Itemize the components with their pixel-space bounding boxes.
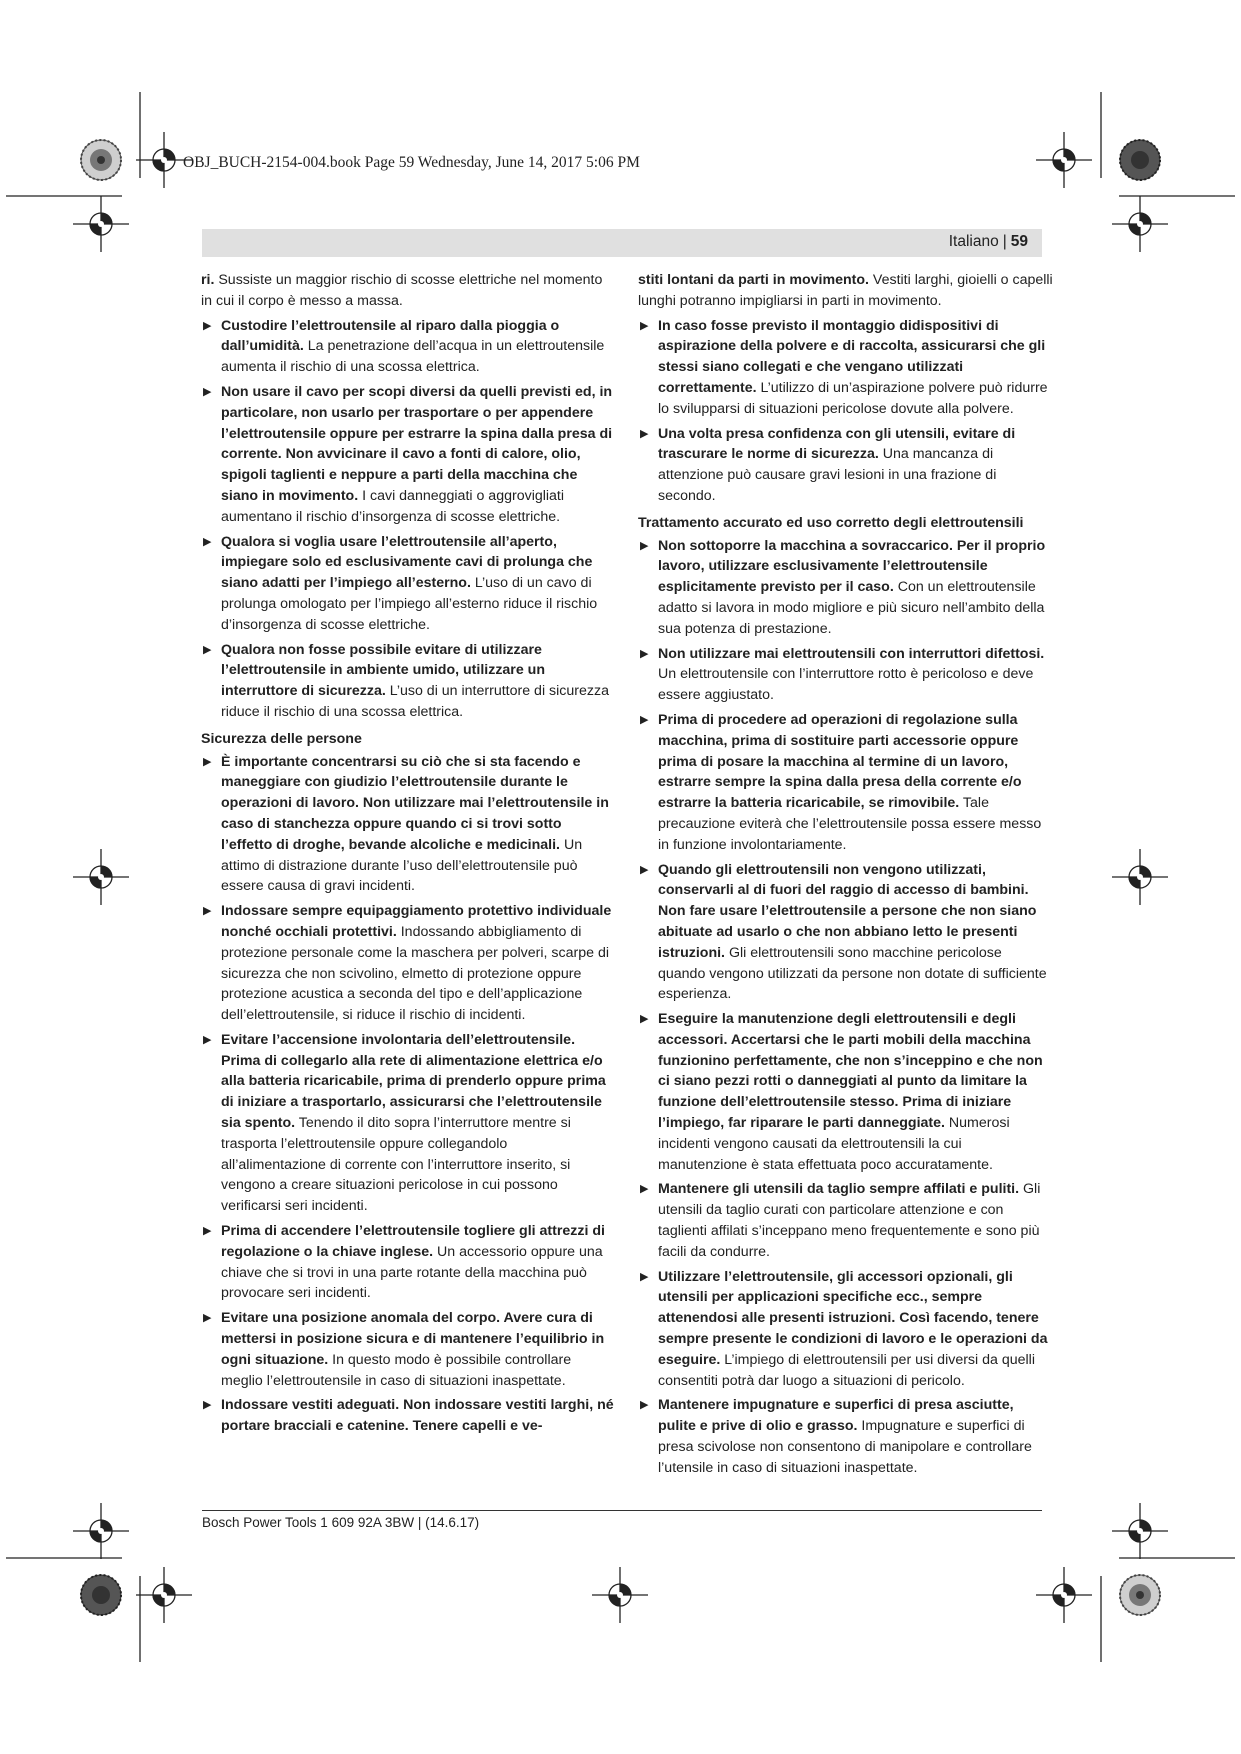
list-item <box>201 1395 616 1437</box>
item-text: Impugnature e superfici di presa scivolose non consentono di manipolare e controllare l’utensile in caso di situazioni inaspettate. <box>658 1418 1032 1476</box>
item-bold-text: Indossare sempre equipaggiamento protettivo individuale nonché occhiali protettivi. <box>221 903 612 940</box>
item-text: L’utilizzo di un’aspirazione polvere può ridurre lo svilupparsi di situazioni pericolose dovute alla polvere. <box>658 379 1048 417</box>
header-language: Italiano <box>948 233 999 250</box>
bullet-arrow-icon: ▶ <box>640 1183 649 1196</box>
header-separator: | <box>1002 233 1007 250</box>
bullet-arrow-icon: ▶ <box>640 713 649 726</box>
bullet-arrow-icon: ▶ <box>203 1033 212 1046</box>
page-number: 59 <box>1010 233 1028 250</box>
registration-mark-top-right <box>1036 132 1092 188</box>
registration-mark-bottom-left <box>136 1567 192 1623</box>
list-item <box>638 1395 1053 1478</box>
item-bold-text: Qualora non fosse possibile evitare di utilizzare l’elettroutensile in ambiente umido, utilizzare un interruttore di sicurezza. <box>221 641 545 700</box>
list-item <box>638 424 1053 507</box>
bullet-arrow-icon: ▶ <box>640 863 649 876</box>
item-text: Tale precauzione eviterà che l’elettroutensile possa essere messo in funzione involontariamente. <box>658 795 1042 853</box>
paragraph-text: Vestiti larghi, gioielli o capelli lunghi potranno impigliarsi in parti in movimento. <box>638 272 1053 309</box>
item-bold-text: Utilizzare l’elettroutensile, gli accessori opzionali, gli utensili per applicazioni specifiche ecc., sempre attenendosi alle presenti istruzioni. Così facendo, tenere sempre presente le condizioni di lavoro e le operazioni da eseguire. <box>658 1268 1048 1368</box>
bullet-arrow-icon: ▶ <box>203 535 212 548</box>
item-bold-text: È importante concentrarsi su ciò che si sta facendo e maneggiare con giudizio l’elettroutensile durante le operazioni di lavoro. Non utilizzare mai l’elettroutensile in caso di stanchezza oppure quando ci si trovi sotto l’effetto di droghe, bevande alcoliche e medicinali. <box>221 753 609 853</box>
bullet-arrow-icon: ▶ <box>203 1399 212 1412</box>
item-text: In questo modo è possibile controllare meglio l’elettroutensile in caso di situazioni inaspettate. <box>221 1351 572 1389</box>
list-item <box>201 901 616 1026</box>
running-head <box>949 233 1028 251</box>
list-item <box>201 752 616 898</box>
bullet-arrow-icon: ▶ <box>640 427 649 440</box>
item-bold-text: Prima di accendere l’elettroutensile togliere gli attrezzi di regolazione o la chiave inglese. <box>221 1223 605 1260</box>
bullet-arrow-icon: ▶ <box>640 1013 649 1026</box>
continuation-paragraph <box>201 270 616 312</box>
item-bold-text: Evitare una posizione anomala del corpo. Avere cura di mettersi in posizione sicura e di mantenere l’equilibrio in ogni situazione. <box>221 1310 605 1368</box>
footer-rule <box>202 1510 1042 1511</box>
safety-list <box>201 752 616 1438</box>
left-column <box>201 270 616 1441</box>
right-column <box>638 270 1053 1483</box>
list-item <box>638 316 1053 420</box>
item-text: L’uso di un interruttore di sicurezza riduce il rischio di una scossa elettrica. <box>221 683 609 720</box>
section-title: Sicurezza delle persone <box>201 730 362 747</box>
bullet-arrow-icon: ▶ <box>640 319 649 332</box>
paragraph-text: Sussiste un maggior rischio di scosse elettriche nel momento in cui il corpo è messo a massa. <box>201 272 603 309</box>
safety-list <box>638 536 1053 1479</box>
item-text: Tenendo il dito sopra l’interruttore mentre si trasporta l’elettroutensile oppure collegandolo all’alimentazione di corrente con l’interruttore inserito, si vengono a creare situazioni pericolose in cui possono verificarsi seri incidenti. <box>221 1115 571 1215</box>
item-bold-text: Evitare l’accensione involontaria dell’elettroutensile. Prima di collegarlo alla rete di alimentazione elettrica e/o alla batteria ricaricabile, prima di prenderlo oppure prima di iniziare a trasportarlo, assicurarsi che l’elettroutensile sia spento. <box>221 1031 606 1132</box>
star-target-top-left <box>81 140 121 180</box>
section-title: Trattamento accurato ed uso corretto degli elettroutensili <box>638 514 1024 531</box>
item-bold-text: In caso fosse previsto il montaggio didispositivi di aspirazione della polvere e di raccolta, assicurarsi che gli stessi siano collegati e che vengano utilizzati correttamente. <box>658 317 1046 396</box>
registration-mark-right-upper <box>1112 196 1168 252</box>
file-slug: OBJ_BUCH-2154-004.book Page 59 Wednesday, June 14, 2017 5:06 PM <box>183 154 640 171</box>
bullet-arrow-icon: ▶ <box>640 1270 649 1283</box>
item-text: I cavi danneggiati o aggrovigliati aumentano il rischio d’insorgenza di scosse elettriche. <box>221 487 565 525</box>
item-bold-text: Eseguire la manutenzione degli elettroutensili e degli accessori. Accertarsi che le parti mobili della macchina funzionino perfettamente, che non s’inceppino e che non ci siano pezzi rotti o danneggiati al punto da limitare la funzione dell’elettroutensile stesso. Prima di iniziare l’impiego, far riparare le parti danneggiate. <box>658 1011 1043 1132</box>
item-text: L’uso di un cavo di prolunga omologato per l’impiego all’esterno riduce il rischio d’insorgenza di scosse elettriche. <box>221 575 598 633</box>
page-header <box>202 229 1042 257</box>
item-text: Indossando abbigliamento di protezione personale come la maschera per polveri, scarpe di sicurezza che non scivolino, elmetto di protezione oppure protezione acustica a seconda del tipo e dell’applicazione dell’elettroutensile, si riduce il rischio di incidenti. <box>221 923 609 1024</box>
bullet-arrow-icon: ▶ <box>640 1399 649 1412</box>
item-bold-text: Non usare il cavo per scopi diversi da quelli previsti ed, in particolare, non usarlo per trasportare o per appendere l’elettroutensile oppure per estrarre la spina dalla presa di corrente. Non avvicinare il cavo a fonti di calore, olio, spigoli taglienti e neppure a parti della macchina che siano in movimento. <box>221 383 613 504</box>
item-text: Numerosi incidenti vengono causati da elettroutensili la cui manutenzione è stata effettuata poco accuratamente. <box>658 1115 1010 1173</box>
star-target-bottom-left <box>81 1575 121 1615</box>
bullet-arrow-icon: ▶ <box>640 647 649 660</box>
bullet-arrow-icon: ▶ <box>203 1312 212 1325</box>
paragraph-bold: stiti lontani da parti in movimento. <box>638 272 869 288</box>
list-item <box>638 710 1053 856</box>
bullet-arrow-icon: ▶ <box>203 643 212 656</box>
registration-mark-right-middle <box>1112 849 1168 905</box>
star-target-top-right <box>1120 140 1160 180</box>
item-bold-text: Non utilizzare mai elettroutensili con interruttori difettosi. <box>658 645 1045 662</box>
item-text: Un accessorio oppure una chiave che si trovi in una parte rotante della macchina può provocare seri incidenti. <box>221 1243 603 1302</box>
item-text: Una mancanza di attenzione può causare gravi lesioni in una frazione di secondo. <box>658 446 997 504</box>
registration-mark-left-lower <box>73 1503 129 1559</box>
bullet-arrow-icon: ▶ <box>203 319 212 332</box>
bullet-arrow-icon: ▶ <box>203 1225 212 1238</box>
item-bold-text: Mantenere impugnature e superfici di presa asciutte, pulite e prive di olio e grasso. <box>658 1397 1014 1435</box>
registration-mark-bottom-center <box>592 1567 648 1623</box>
item-bold-text: Custodire l’elettroutensile al riparo dalla pioggia o dall’umidità. <box>221 317 560 355</box>
list-item <box>201 382 616 528</box>
item-text: La penetrazione dell’acqua in un elettroutensile aumenta il rischio di una scossa elettrica. <box>221 338 605 376</box>
list-item <box>201 1221 616 1304</box>
list-item <box>638 1267 1053 1392</box>
list-item <box>201 1308 616 1391</box>
safety-list <box>201 316 616 723</box>
page-footer: Bosch Power Tools 1 609 92A 3BW | (14.6.17) <box>202 1515 480 1530</box>
list-item <box>201 1030 616 1217</box>
registration-mark-left-upper <box>73 196 129 252</box>
item-text: Un elettroutensile con l’interruttore rotto è pericoloso e deve essere aggiustato. <box>658 666 1034 704</box>
item-bold-text: Una volta presa confidenza con gli utensili, evitare di trascurare le norme di sicurezza. <box>658 425 1016 463</box>
list-item <box>201 316 616 378</box>
item-bold-text: Quando gli elettroutensili non vengono utilizzati, conservarli al di fuori del raggio di accesso di bambini. Non fare usare l’elettroutensile a persone che non siano abituate ad usarlo o che non abbiano letto le presenti istruzioni. <box>658 861 1037 961</box>
item-bold-text: Mantenere gli utensili da taglio sempre affilati e puliti. <box>658 1181 1020 1198</box>
bullet-arrow-icon: ▶ <box>203 755 212 768</box>
item-bold-text: Indossare vestiti adeguati. Non indossare vestiti larghi, né portare bracciali e catenine. Tenere capelli e ve- <box>221 1397 614 1435</box>
registration-mark-right-lower <box>1112 1503 1168 1559</box>
safety-list <box>638 316 1053 507</box>
item-text: Un attimo di distrazione durante l’uso dell’elettroutensile può essere causa di gravi incidenti. <box>221 836 583 895</box>
star-target-bottom-right <box>1120 1575 1160 1615</box>
bullet-arrow-icon: ▶ <box>640 539 649 552</box>
list-item <box>201 532 616 636</box>
item-bold-text: Prima di procedere ad operazioni di regolazione sulla macchina, prima di sostituire parti accessorie oppure prima di posare la macchina al termine di un lavoro, estrarre sempre la spina dalla presa della corrente e/o estrarre la batteria ricaricabile, se rimovibile. <box>658 711 1022 812</box>
list-item <box>638 644 1053 706</box>
list-item <box>638 1009 1053 1175</box>
list-item <box>638 1179 1053 1262</box>
item-text: Con un elettroutensile adatto si lavora in modo migliore e più sicuro nell’ambito della sua potenza di prestazione. <box>658 579 1045 637</box>
list-item <box>638 536 1053 640</box>
item-bold-text: Qualora si voglia usare l’elettroutensile all’aperto, impiegare solo ed esclusivamente cavi di prolunga che siano adatti per l’impiego all’esterno. <box>221 533 593 592</box>
list-item <box>201 640 616 723</box>
continuation-paragraph <box>638 270 1053 312</box>
registration-mark-bottom-right <box>1036 1567 1092 1623</box>
paragraph-bold: ri. <box>201 272 215 288</box>
item-text: L’impiego di elettroutensili per usi diversi da quelli consentiti potrà dar luogo a situazioni di pericolo. <box>658 1351 1035 1389</box>
item-bold-text: Non sottoporre la macchina a sovraccarico. Per il proprio lavoro, utilizzare esclusivamente l’elettroutensile esplicitamente previsto per il caso. <box>658 537 1046 596</box>
bullet-arrow-icon: ▶ <box>203 905 212 918</box>
item-text: Gli elettroutensili sono macchine pericolose quando vengono utilizzati da persone non dotate di sufficiente esperienza. <box>658 944 1047 1003</box>
item-text: Gli utensili da taglio curati con particolare attenzione e con taglienti affilati s’inceppano meno frequentemente e sono più facili da condurre. <box>658 1181 1041 1260</box>
bullet-arrow-icon: ▶ <box>203 385 212 398</box>
list-item <box>638 860 1053 1006</box>
registration-mark-left-middle <box>73 849 129 905</box>
